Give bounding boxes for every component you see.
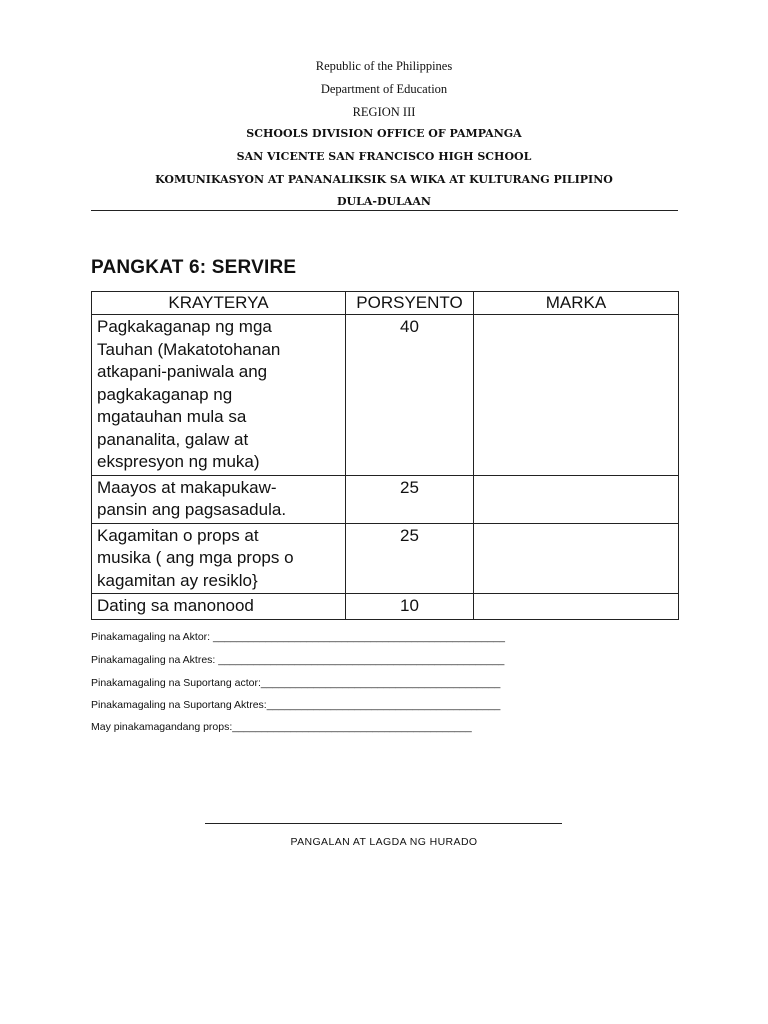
criterion-cell bbox=[92, 475, 346, 523]
rubric-row bbox=[92, 475, 679, 523]
award-best-actress[interactable]: Pinakamagaling na Aktres: _________________________________________________ bbox=[91, 654, 505, 666]
header-region: REGION III bbox=[352, 105, 416, 119]
rubric-row bbox=[92, 594, 679, 620]
criterion-line: ekspresyon ng muka) bbox=[97, 452, 260, 471]
rubric-row bbox=[92, 523, 679, 594]
header-divider bbox=[91, 210, 678, 211]
header-subject: KOMUNIKASYON AT PANANALIKSIK SA WIKA AT KULTURANG PILIPINO bbox=[155, 173, 613, 186]
criterion-line: Tauhan (Makatotohanan bbox=[97, 339, 281, 359]
group-title: PANGKAT 6: SERVIRE bbox=[91, 257, 297, 278]
column-header-percent: PORSYENTO bbox=[346, 292, 474, 315]
criterion-cell bbox=[92, 523, 346, 594]
criterion-line: mgatauhan mula sa bbox=[97, 407, 247, 426]
score-cell[interactable] bbox=[474, 315, 679, 476]
judge-signature-label: PANGALAN AT LAGDA NG HURADO bbox=[290, 836, 478, 848]
percent-cell: 25 bbox=[346, 475, 474, 523]
award-best-supporting-actress[interactable]: Pinakamagaling na Suportang Aktres:________________________________________ bbox=[91, 699, 501, 711]
criterion-line: pananalita, galaw at bbox=[97, 429, 249, 449]
header-division-office: SCHOOLS DIVISION OFFICE OF PAMPANGA bbox=[246, 127, 522, 140]
score-cell[interactable] bbox=[474, 523, 679, 594]
award-best-actor[interactable]: Pinakamagaling na Aktor: __________________________________________________ bbox=[91, 631, 505, 643]
header-department: Department of Education bbox=[320, 82, 448, 96]
score-cell[interactable] bbox=[474, 594, 679, 620]
criterion-cell bbox=[92, 315, 346, 476]
score-cell[interactable] bbox=[474, 475, 679, 523]
rubric-row bbox=[92, 315, 679, 476]
criterion-line: pagkakaganap ng bbox=[97, 384, 233, 404]
column-header-criteria: KRAYTERYA bbox=[92, 292, 346, 315]
criterion-line: Maayos at makapukaw- bbox=[97, 477, 277, 497]
header-republic: Republic of the Philippines bbox=[315, 59, 453, 73]
criterion-line: atkapani-paniwala ang bbox=[97, 362, 268, 381]
criterion-line: kagamitan ay resiklo} bbox=[97, 570, 258, 590]
criterion-line: Kagamitan o props at bbox=[97, 525, 259, 545]
column-header-score: MARKA bbox=[474, 292, 679, 315]
criterion-line: Dating sa manonood bbox=[97, 596, 254, 615]
criterion-line: musika ( ang mga props o bbox=[97, 548, 294, 567]
rubric-table bbox=[91, 291, 679, 620]
percent-cell: 40 bbox=[346, 315, 474, 476]
criterion-line: pansin ang pagsasadula. bbox=[97, 500, 287, 519]
award-best-supporting-actor[interactable]: Pinakamagaling na Suportang actor:_________________________________________ bbox=[91, 677, 501, 689]
criterion-line: Pagkakaganap ng mga bbox=[97, 317, 272, 336]
header-activity: DULA-DULAAN bbox=[337, 195, 431, 208]
header-school-name: SAN VICENTE SAN FRANCISCO HIGH SCHOOL bbox=[236, 150, 532, 163]
rubric-header-row bbox=[92, 292, 679, 315]
award-best-props[interactable]: May pinakamagandang props:_________________________________________ bbox=[91, 721, 472, 733]
criterion-cell bbox=[92, 594, 346, 620]
judge-signature-line[interactable] bbox=[205, 823, 562, 824]
percent-cell: 25 bbox=[346, 523, 474, 594]
percent-cell: 10 bbox=[346, 594, 474, 620]
